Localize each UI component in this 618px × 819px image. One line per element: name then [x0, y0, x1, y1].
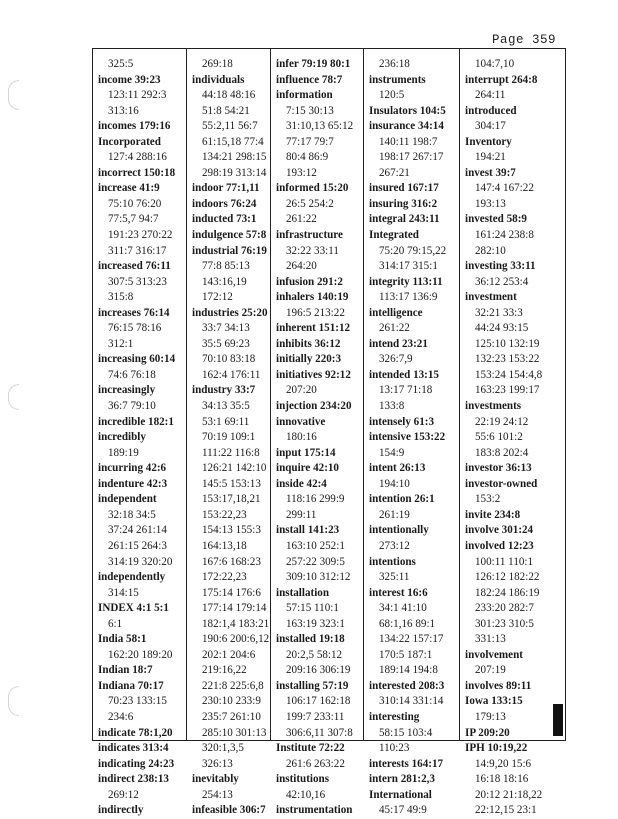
index-reference: 175:14 176:6 — [202, 586, 261, 599]
index-reference: 161:24 238:8 — [475, 229, 534, 242]
index-reference: 311:7 316:17 — [108, 244, 167, 257]
index-term: intentions — [369, 555, 416, 568]
index-term: involvement — [465, 648, 523, 661]
index-reference: 44:24 93:15 — [475, 322, 529, 335]
index-reference: 282:10 — [475, 244, 506, 257]
index-reference: 45:17 49:9 — [379, 804, 427, 817]
index-reference: 20:2,5 58:12 — [286, 648, 343, 661]
index-reference: 172:22,23 — [202, 571, 247, 584]
index-reference: 70:23 133:15 — [108, 695, 167, 708]
index-reference: 233:20 282:7 — [475, 602, 534, 615]
index-term: International — [369, 788, 432, 801]
index-reference: 261:19 — [379, 508, 410, 521]
index-reference: 269:18 — [202, 58, 233, 70]
index-term: increased 76:11 — [98, 260, 171, 273]
index-reference: 123:11 292:3 — [108, 89, 167, 102]
index-reference: 189:19 — [108, 446, 139, 459]
index-term: increasingly — [98, 384, 156, 397]
index-term: intentionally — [369, 524, 429, 537]
index-term: incorrect 150:18 — [98, 166, 176, 179]
index-term: indicates 313:4 — [98, 742, 169, 755]
index-reference: 314:19 320:20 — [108, 555, 173, 568]
index-term: industry 33:7 — [192, 384, 256, 397]
index-term: infeasible 306:7 — [192, 804, 266, 817]
index-term: income 39:23 — [98, 73, 161, 86]
index-reference: 162:20 189:20 — [108, 648, 173, 661]
index-term: investor-owned — [465, 477, 538, 490]
index-reference: 111:22 116:8 — [202, 446, 260, 459]
index-reference: 80:4 86:9 — [286, 151, 329, 164]
index-term: inquire 42:10 — [276, 462, 339, 475]
index-reference: 306:6,11 307:8 — [286, 726, 353, 739]
index-reference: 120:5 — [379, 89, 405, 102]
index-reference: 207:19 — [475, 664, 506, 677]
index-term: Indiana 70:17 — [98, 679, 164, 692]
index-reference: 113:17 136:9 — [379, 291, 438, 304]
index-reference: 257:22 309:5 — [286, 555, 345, 568]
index-term: instrumentation — [276, 804, 353, 817]
index-reference: 180:16 — [286, 431, 317, 444]
index-term: influence 78:7 — [276, 73, 343, 86]
index-reference: 209:16 306:19 — [286, 664, 351, 677]
index-reference: 177:14 179:14 — [202, 602, 267, 615]
index-term: installation — [276, 586, 330, 599]
index-reference: 110:23 — [379, 742, 410, 755]
index-term: intensely 61:3 — [369, 415, 435, 428]
index-term: indicate 78:1,20 — [98, 726, 173, 739]
index-reference: 55:2,11 56:7 — [202, 120, 258, 133]
index-reference: 33:7 34:13 — [202, 322, 250, 335]
index-reference: 194:10 — [379, 477, 410, 490]
index-reference: 234:6 — [108, 710, 134, 723]
index-term: inhalers 140:19 — [276, 291, 349, 304]
index-reference: 298:19 313:14 — [202, 166, 267, 179]
index-reference: 153:24 154:4,8 — [475, 368, 543, 381]
index-reference: 170:5 187:1 — [379, 648, 433, 661]
index-reference: 193:12 — [286, 166, 317, 179]
index-term: increases 76:14 — [98, 306, 170, 319]
index-reference: 196:5 213:22 — [286, 306, 345, 319]
index-term: IPH 10:19,22 — [465, 742, 528, 755]
index-reference: 183:8 202:4 — [475, 446, 529, 459]
index-term: interrupt 264:8 — [465, 73, 538, 86]
index-term: institutions — [276, 773, 330, 786]
edge-marker-bar — [553, 704, 563, 736]
index-term: introduced — [465, 104, 517, 117]
index-reference: 35:5 69:23 — [202, 337, 250, 350]
index-reference: 145:5 153:13 — [202, 477, 261, 490]
index-term: indirectly — [98, 804, 144, 817]
index-term: intention 26:1 — [369, 493, 435, 506]
index-reference: 16:18 18:16 — [475, 773, 529, 786]
index-term: insured 167:17 — [369, 182, 439, 195]
index-term: indenture 42:3 — [98, 477, 168, 490]
index-term: information — [276, 89, 333, 102]
index-term: insuring 316:2 — [369, 197, 438, 210]
index-reference: 77:5,7 94:7 — [108, 213, 159, 226]
index-reference: 32:18 34:5 — [108, 508, 156, 521]
index-reference: 313:16 — [108, 104, 139, 117]
index-term: indulgence 57:8 — [192, 229, 267, 242]
index-reference: 36:12 253:4 — [475, 275, 529, 288]
index-reference: 126:12 182:22 — [475, 571, 540, 584]
index-reference: 31:10,13 65:12 — [286, 120, 354, 133]
index-reference: 264:20 — [286, 260, 317, 273]
index-reference: 163:23 199:17 — [475, 384, 540, 397]
index-reference: 219:16,22 — [202, 664, 247, 677]
index-reference: 269:12 — [108, 788, 139, 801]
index-reference: 14:9,20 15:6 — [475, 757, 532, 770]
index-term: industries 25:20 — [192, 306, 268, 319]
index-term: indoor 77:1,11 — [192, 182, 260, 195]
index-term: inevitably — [192, 773, 239, 786]
index-term: inherent 151:12 — [276, 322, 351, 335]
index-reference: 57:15 110:1 — [286, 602, 339, 615]
index-term: intelligence — [369, 306, 423, 319]
index-term: increasing 60:14 — [98, 353, 176, 366]
index-term: Insulators 104:5 — [369, 104, 446, 117]
index-term: investor 36:13 — [465, 462, 532, 475]
index-term: input 175:14 — [276, 446, 336, 459]
index-reference: 127:4 288:16 — [108, 151, 167, 164]
index-term: Institute 72:22 — [276, 742, 345, 755]
index-reference: 264:11 — [475, 89, 506, 102]
index-term: injection 234:20 — [276, 400, 352, 413]
index-term: inside 42:4 — [276, 477, 327, 490]
index-reference: 163:19 323:1 — [286, 617, 345, 630]
punch-hole-bottom — [8, 686, 19, 716]
index-reference: 126:21 142:10 — [202, 462, 267, 475]
index-reference: 74:6 76:18 — [108, 368, 156, 381]
index-reference: 326:7,9 — [379, 353, 413, 366]
index-reference: 147:4 167:22 — [475, 182, 534, 195]
index-term: investment — [465, 291, 517, 304]
index-term: increase 41:9 — [98, 182, 160, 195]
index-reference: 312:1 — [108, 337, 134, 350]
index-reference: 310:14 331:14 — [379, 695, 444, 708]
index-reference: 179:13 — [475, 710, 506, 723]
index-term: initially 220:3 — [276, 353, 342, 366]
index-term: incredibly — [98, 431, 146, 444]
index-reference: 285:10 301:13 — [202, 726, 267, 739]
index-reference: 22:12,15 23:1 — [475, 804, 537, 817]
index-reference: 273:12 — [379, 539, 410, 552]
index-reference: 314:15 — [108, 586, 139, 599]
index-term: install 141:23 — [276, 524, 340, 537]
index-reference: 153:2 — [475, 493, 501, 506]
index-column-3 — [271, 49, 364, 817]
index-reference: 189:14 194:8 — [379, 664, 438, 677]
index-term: infer 79:19 80:1 — [276, 58, 351, 70]
index-term: involved 12:23 — [465, 539, 534, 552]
page-number: Page 359 — [492, 33, 557, 47]
index-reference: 304:17 — [475, 120, 506, 133]
index-reference: 7:15 30:13 — [286, 104, 334, 117]
index-term: intent 26:13 — [369, 462, 426, 475]
index-reference: 6:1 — [108, 617, 123, 630]
index-term: installed 19:18 — [276, 633, 345, 646]
index-reference: 261:15 264:3 — [108, 539, 167, 552]
index-reference: 22:19 24:12 — [475, 415, 529, 428]
index-term: interests 164:17 — [369, 757, 444, 770]
index-term: Integrated — [369, 229, 419, 242]
index-term: incomes 179:16 — [98, 120, 171, 133]
index-term: individuals — [192, 73, 245, 86]
index-reference: 100:11 110:1 — [475, 555, 534, 568]
index-reference: 125:10 132:19 — [475, 337, 540, 350]
index-reference: 118:16 299:9 — [286, 493, 345, 506]
index-term: innovative — [276, 415, 326, 428]
index-term: Incorporated — [98, 135, 161, 148]
index-column-2 — [187, 49, 271, 817]
index-term: interest 16:6 — [369, 586, 428, 599]
index-reference: 70:10 83:18 — [202, 353, 256, 366]
index-term: investing 33:11 — [465, 260, 536, 273]
index-term: insurance 34:14 — [369, 120, 444, 133]
index-reference: 307:5 313:23 — [108, 275, 167, 288]
index-term: incredible 182:1 — [98, 415, 174, 428]
index-reference: 162:4 176:11 — [202, 368, 261, 381]
index-reference: 154:13 155:3 — [202, 524, 261, 537]
index-reference: 76:15 78:16 — [108, 322, 162, 335]
index-reference: 104:7,10 — [475, 58, 515, 70]
index-term: India 58:1 — [98, 633, 147, 646]
index-reference: 132:23 153:22 — [475, 353, 540, 366]
index-term: intended 13:15 — [369, 368, 439, 381]
punch-hole-top — [8, 80, 19, 110]
index-reference: 230:10 233:9 — [202, 695, 261, 708]
index-reference: 75:20 79:15,22 — [379, 244, 447, 257]
index-reference: 194:21 — [475, 151, 506, 164]
index-term: informed 15:20 — [276, 182, 349, 195]
index-reference: 32:22 33:11 — [286, 244, 339, 257]
index-term: integrity 113:11 — [369, 275, 443, 288]
index-reference: 182:24 186:19 — [475, 586, 540, 599]
index-reference: 13:17 71:18 — [379, 384, 433, 397]
index-term: interested 208:3 — [369, 679, 445, 692]
index-reference: 261:22 — [379, 322, 410, 335]
index-reference: 299:11 — [286, 508, 317, 521]
punch-hole-middle — [8, 384, 19, 410]
index-reference: 309:10 312:12 — [286, 571, 351, 584]
index-term: indirect 238:13 — [98, 773, 169, 786]
index-term: Iowa 133:15 — [465, 695, 523, 708]
index-reference: 167:6 168:23 — [202, 555, 261, 568]
index-reference: 70:19 109:1 — [202, 431, 256, 444]
index-reference: 68:1,16 89:1 — [379, 617, 436, 630]
index-term: inhibits 36:12 — [276, 337, 341, 350]
index-reference: 326:13 — [202, 757, 233, 770]
index-term: investments — [465, 400, 522, 413]
index-term: infusion 291:2 — [276, 275, 343, 288]
index-term: invite 234:8 — [465, 508, 521, 521]
index-reference: 182:1,4 183:21 — [202, 617, 270, 630]
index-term: initiatives 92:12 — [276, 368, 351, 381]
index-reference: 267:21 — [379, 166, 410, 179]
index-reference: 134:22 157:17 — [379, 633, 444, 646]
index-reference: 172:12 — [202, 291, 233, 304]
index-reference: 140:11 198:7 — [379, 135, 438, 148]
index-reference: 37:24 261:14 — [108, 524, 167, 537]
index-reference: 191:23 270:22 — [108, 229, 173, 242]
index-term: indoors 76:24 — [192, 197, 257, 210]
index-reference: 53:1 69:11 — [202, 415, 250, 428]
index-reference: 133:8 — [379, 400, 405, 413]
index-reference: 198:17 267:17 — [379, 151, 444, 164]
index-reference: 221:8 225:6,8 — [202, 679, 264, 692]
index-term: intend 23:21 — [369, 337, 428, 350]
index-term: invest 39:7 — [465, 166, 516, 179]
index-column-4 — [364, 49, 460, 817]
index-reference: 153:17,18,21 — [202, 493, 261, 506]
index-reference: 207:20 — [286, 384, 317, 397]
index-term: involves 89:11 — [465, 679, 532, 692]
index-reference: 20:12 21:18,22 — [475, 788, 543, 801]
index-reference: 325:5 — [108, 58, 134, 70]
index-reference: 301:23 310:5 — [475, 617, 534, 630]
index-reference: 163:10 252:1 — [286, 539, 345, 552]
index-term: installing 57:19 — [276, 679, 349, 692]
index-reference: 51:8 54:21 — [202, 104, 250, 117]
index-reference: 254:13 — [202, 788, 233, 801]
index-reference: 106:17 162:18 — [286, 695, 351, 708]
index-reference: 261:22 — [286, 213, 317, 226]
index-term: indicating 24:23 — [98, 757, 175, 770]
index-reference: 44:18 48:16 — [202, 89, 256, 102]
index-reference: 190:6 200:6,12 — [202, 633, 270, 646]
index-reference: 314:17 315:1 — [379, 260, 438, 273]
index-term: independently — [98, 571, 166, 584]
index-term: interesting — [369, 710, 420, 723]
index-reference: 34:1 41:10 — [379, 602, 427, 615]
index-reference: 42:10,16 — [286, 788, 326, 801]
index-reference: 325:11 — [379, 571, 410, 584]
index-reference: 134:21 298:15 — [202, 151, 267, 164]
index-reference: 55:6 101:2 — [475, 431, 523, 444]
index-term: independent — [98, 493, 157, 506]
index-column-1 — [93, 49, 187, 817]
index-reference: 75:10 76:20 — [108, 197, 162, 210]
index-reference: 235:7 261:10 — [202, 710, 261, 723]
index-reference: 34:13 35:5 — [202, 400, 250, 413]
index-reference: 77:8 85:13 — [202, 260, 250, 273]
index-reference: 331:13 — [475, 633, 506, 646]
index-term: intern 281:2,3 — [369, 773, 435, 786]
index-reference: 32:21 33:3 — [475, 306, 523, 319]
index-reference: 236:18 — [379, 58, 410, 70]
index-reference: 193:13 — [475, 197, 506, 210]
index-reference: 202:1 204:6 — [202, 648, 256, 661]
index-term: instruments — [369, 73, 426, 86]
index-term: Indian 18:7 — [98, 664, 153, 677]
index-reference: 58:15 103:4 — [379, 726, 433, 739]
index-reference: 315:8 — [108, 291, 134, 304]
index-reference: 36:7 79:10 — [108, 400, 156, 413]
index-reference: 320:1,3,5 — [202, 742, 244, 755]
index-term: intensive 153:22 — [369, 431, 446, 444]
index-column-5 — [460, 49, 565, 817]
index-reference: 154:9 — [379, 446, 405, 459]
index-term: Inventory — [465, 135, 512, 148]
index-term: involve 301:24 — [465, 524, 534, 537]
index-reference: 199:7 233:11 — [286, 710, 345, 723]
index-term: infrastructure — [276, 229, 343, 242]
word-index-table — [92, 48, 566, 817]
index-term: industrial 76:19 — [192, 244, 267, 257]
index-term: IP 209:20 — [465, 726, 510, 739]
index-reference: 77:17 79:7 — [286, 135, 334, 148]
index-reference: 26:5 254:2 — [286, 197, 334, 210]
index-reference: 261:6 263:22 — [286, 757, 345, 770]
index-reference: 164:13,18 — [202, 539, 247, 552]
index-term: invested 58:9 — [465, 213, 527, 226]
index-reference: 143:16,19 — [202, 275, 247, 288]
index-term: integral 243:11 — [369, 213, 440, 226]
index-reference: 153:22,23 — [202, 508, 247, 521]
index-term: incurring 42:6 — [98, 462, 167, 475]
index-term: inducted 73:1 — [192, 213, 257, 226]
index-term: INDEX 4:1 5:1 — [98, 602, 169, 615]
index-reference: 61:15,18 77:4 — [202, 135, 264, 148]
